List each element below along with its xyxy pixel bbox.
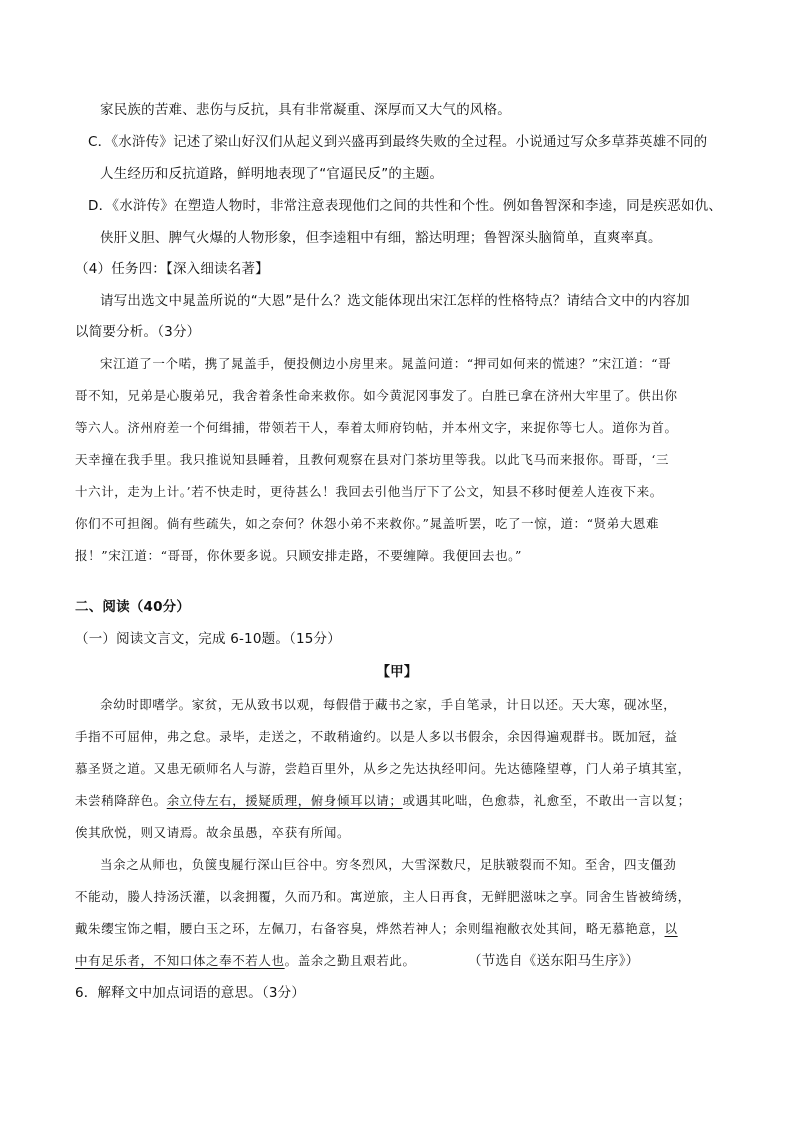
task4-prompt-line-2: 以简要分析。（3分） (75, 324, 201, 340)
excerpt-line-2: 哥不知，兄弟是心腹弟兄，我舍着条性命来救你。如今黄泥冈事发了。白胜已拿在济州大牢里了。供出你 (75, 388, 678, 403)
classical-p2-line-3 (75, 919, 678, 939)
subsection1-heading: （一）阅读文言文，完成 6-10题。（15分） (75, 631, 341, 647)
option-d-line-2: 侠肝义胆、脾气火爆的人物形象，但李逵粗中有细，豁达明理；鲁智深头脑简单，直爽率真。 (100, 230, 662, 246)
classical-p1-line-4 (75, 791, 691, 811)
classical-p1-line-4-rest: 或遇其叱咄，色愈恭，礼愈至，不敢出一言以复； (402, 793, 691, 808)
option-b-continuation: 家民族的苦难、悲伤与反抗，具有非常凝重、深厚而又大气的风格。 (100, 102, 511, 118)
excerpt-line-6: 你们不可担阁。倘有些疏失，如之奈何？休怨小弟不来救你。”晁盖听罢，吃了一惊，道：“贤弟大恩难 (75, 516, 660, 531)
option-c-line-2: 人生经历和反抗道路，鲜明地表现了“官逼民反”的主题。 (100, 166, 444, 182)
underlined-sentence-2-start: 以 (664, 921, 678, 936)
classical-p1-line-1: 余幼时即嗜学。家贫，无从致书以观，每假借于藏书之家，手自笔录，计日以还。天大寒，砚冰坚， (100, 697, 677, 712)
classical-p2-line-4 (75, 951, 416, 971)
source-citation: （节选自《送东阳马生序》） (468, 953, 640, 969)
excerpt-line-3: 等六人。济州府差一个何缉捕，带领若干人，奉着太师府钧帖，并本州文字，来捉你等七人。道你为首。 (75, 420, 678, 435)
excerpt-line-7: 报！”宋江道：“哥哥，你休要多说。只顾安排走路，不要缠障。我便回去也。” (75, 548, 523, 563)
question-6: 6．解释文中加点词语的意思。（3分） (75, 985, 306, 1001)
excerpt-line-4: 天幸撞在我手里。我只推说知县睡着，且教何观察在县对门茶坊里等我。以此飞马而来报你。哥哥，‘三 (75, 452, 670, 467)
option-c-line-1: C．《水浒传》记述了梁山好汉们从起义到兴盛再到最终失败的全过程。小说通过写众多草莽英雄不同的 (88, 134, 708, 150)
classical-p1-line-4-start: 未尝稍降辞色。 (75, 793, 167, 808)
classical-p1-line-5: 俟其欣悦，则又请焉。故余虽愚，卒获有所闻。 (75, 825, 351, 840)
underlined-sentence-1: 余立侍左右，援疑质理，俯身倾耳以请； (166, 793, 403, 808)
jia-title: 【甲】 (376, 664, 418, 680)
classical-p1-line-3: 慕圣贤之道。又患无硕师名人与游，尝趋百里外，从乡之先达执经叩问。先达德隆望尊，门人弟子填其室， (75, 761, 691, 776)
excerpt-line-1: 宋江道了一个喏，携了晁盖手，便投侧边小房里来。晁盖问道：“押司如何来的慌速？”宋江道：“哥 (100, 356, 672, 371)
excerpt-line-5: 十六计，走为上计。’若不快走时，更待甚么！我回去引他当厅下了公文，知县不移时便差人连夜下来。 (75, 484, 663, 499)
section2-heading: 二、阅读（40分） (75, 599, 191, 615)
classical-p2-line-2: 不能动，媵人持汤沃灌，以衾拥覆，久而乃和。寓逆旅，主人日再食，无鲜肥滋味之享。同舍生皆被绮绣， (75, 889, 691, 904)
classical-p2-line-1: 当余之从师也，负箧曳屣行深山巨谷中。穷冬烈风，大雪深数尺，足肤皲裂而不知。至舍，四支僵劲 (100, 857, 677, 872)
option-d-line-1: D．《水浒传》在塑造人物时，非常注意表现他们之间的共性和个性。例如鲁智深和李逵，同是疾恶如仇、 (88, 198, 723, 214)
classical-p2-line-4-rest: 。盖余之勤且艰若此。 (284, 953, 416, 968)
task4-prompt-line-1: 请写出选文中晁盖所说的“大恩”是什么？选文能体现出宋江怎样的性格特点？请结合文中的内容加 (100, 293, 690, 309)
underlined-sentence-2: 中有足乐者，不知口体之奉不若人也 (75, 953, 285, 968)
classical-p1-line-2: 手指不可屈伸，弗之怠。录毕，走送之，不敢稍逾约。以是人多以书假余，余因得遍观群书。既加冠，益 (75, 729, 678, 744)
classical-p2-line-3-text: 戴朱缨宝饰之帽，腰白玉之环，左佩刀，右备容臭，烨然若神人；余则缊袍敝衣处其间，略无慕艳意， (75, 921, 665, 936)
task4-heading: （4）任务四：【深入细读名著】 (75, 261, 269, 277)
